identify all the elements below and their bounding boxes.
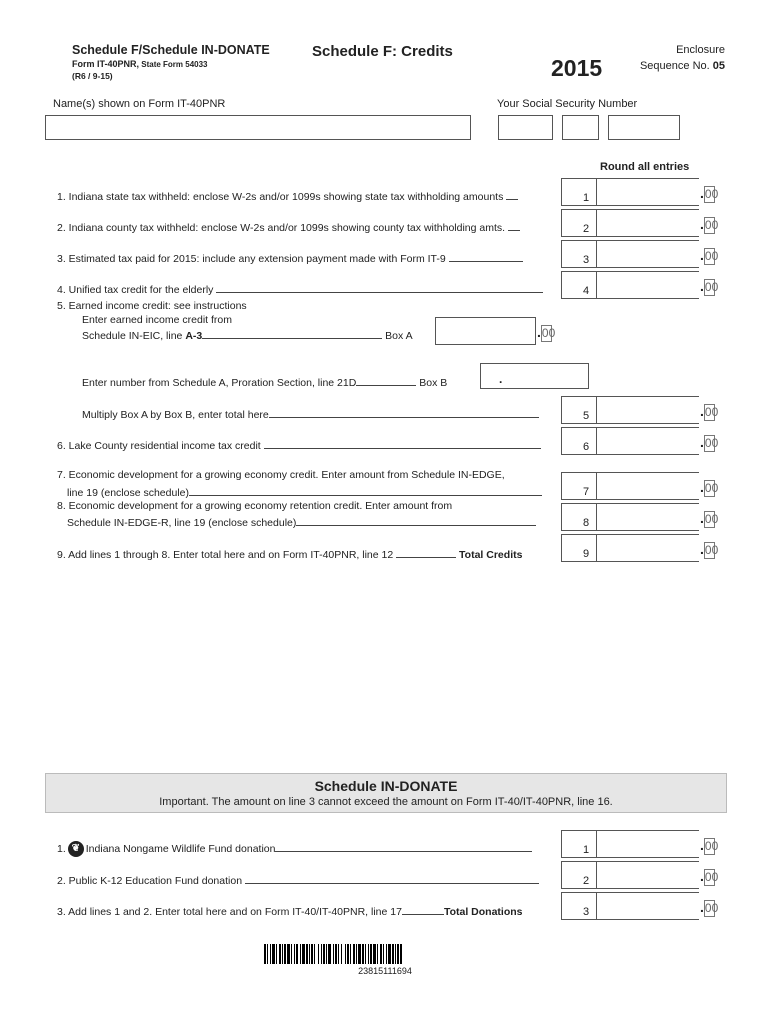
- line-9-number: 9: [583, 548, 590, 560]
- line-2-amount[interactable]: [561, 209, 699, 237]
- line-1-text: 1. Indiana state tax withheld: enclose W-2s and/or 1099s showing state tax withholding amounts: [57, 191, 504, 203]
- line-9-label: 9. Add lines 1 through 8. Enter total here and on Form IT-40PNR, line 12 Total Credits: [57, 549, 523, 561]
- donate-line-1-number: 1: [583, 844, 590, 856]
- line-1-cents: .00: [700, 185, 719, 201]
- donate-line-1-label: 1. ❦ Indiana Nongame Wildlife Fund donation: [57, 841, 532, 857]
- line-9-amount[interactable]: [561, 534, 699, 562]
- line-7-text2: line 19 (enclose schedule): [67, 485, 542, 499]
- line-3-cents: .00: [700, 247, 719, 263]
- line-1-label: [57, 189, 518, 203]
- box-b-label: Box B: [419, 377, 448, 389]
- box-a-input[interactable]: [435, 317, 536, 345]
- donate-line-1-cents: .00: [700, 837, 719, 853]
- donate-important: Important. The amount on line 3 cannot exceed the amount on Form IT-40/IT-40PNR, line 16.: [159, 796, 613, 808]
- line-2-text: 2. Indiana county tax withheld: enclose W-2s and/or 1099s showing county tax withholding amts.: [57, 222, 506, 234]
- donate-line-3-number: 3: [583, 906, 590, 918]
- line-6-number: 6: [583, 441, 590, 453]
- box-b-dot: .: [499, 372, 503, 386]
- line-5-enter1: Enter earned income credit from: [82, 314, 232, 326]
- line-8-number: 8: [583, 517, 590, 529]
- line-6-cents: .00: [700, 434, 719, 450]
- line-4-number: 4: [583, 285, 590, 297]
- names-label: Name(s) shown on Form IT-40PNR: [53, 98, 226, 110]
- donate-line-3-cents: .00: [700, 899, 719, 915]
- line-8-text1: 8. Economic development for a growing economy retention credit. Enter amount from: [57, 500, 453, 512]
- donate-line-3-amount[interactable]: [561, 892, 699, 920]
- donate-line-2-cents: .00: [700, 868, 719, 884]
- ssn-part2-input[interactable]: [562, 115, 599, 140]
- line-8-amount[interactable]: [561, 503, 699, 531]
- ssn-label: Your Social Security Number: [497, 98, 638, 110]
- schedule-title: Schedule F/Schedule IN-DONATE: [72, 43, 270, 57]
- page-title: Schedule F: Credits: [312, 43, 453, 60]
- enclosure-label: Enclosure: [676, 44, 725, 56]
- line-3-text: 3. Estimated tax paid for 2015: include any extension payment made with Form IT-9: [57, 253, 446, 265]
- line-5-number: 5: [583, 410, 590, 422]
- barcode: [264, 944, 506, 964]
- donate-section-header: [45, 773, 727, 813]
- line-8-cents: .00: [700, 510, 719, 526]
- line-3-label: [57, 251, 523, 265]
- line-5-enter2: Schedule IN-EIC, line A-3 Box A: [82, 330, 413, 342]
- line-7-cents: .00: [700, 479, 719, 495]
- line-8-text2: Schedule IN-EDGE-R, line 19 (enclose schedule): [67, 515, 536, 529]
- form-line-bold: Form IT-40PNR,: [72, 59, 140, 69]
- line-3-amount[interactable]: [561, 240, 699, 268]
- sequence-value: 05: [712, 60, 725, 72]
- form-line-rest: State Form 54033: [139, 60, 208, 69]
- line-4-amount[interactable]: [561, 271, 699, 299]
- line-5-boxb-label: Enter number from Schedule A, Proration Section, line 21D Box B: [82, 377, 448, 389]
- line-2-label: [57, 220, 520, 234]
- line-4-text: 4. Unified tax credit for the elderly: [57, 284, 214, 296]
- donate-line-2-amount[interactable]: [561, 861, 699, 889]
- tax-year: 2015: [551, 55, 603, 81]
- ssn-part1-input[interactable]: [498, 115, 553, 140]
- box-a-cents: .00: [537, 324, 556, 340]
- line-7-amount[interactable]: [561, 472, 699, 500]
- donate-line-2-number: 2: [583, 875, 590, 887]
- line-7-number: 7: [583, 486, 590, 498]
- sequence-label: Sequence No.: [639, 60, 710, 72]
- line-4-cents: .00: [700, 278, 719, 294]
- line-9-cents: .00: [700, 541, 719, 557]
- line-5-amount[interactable]: [561, 396, 699, 424]
- form-line: [72, 59, 208, 69]
- box-b-input[interactable]: [480, 363, 589, 389]
- sequence-number: [640, 60, 725, 72]
- line-6-label: 6. Lake County residential income tax credit: [57, 438, 541, 452]
- line-7-text1: 7. Economic development for a growing economy credit. Enter amount from Schedule IN-EDGE,: [57, 469, 505, 481]
- names-input[interactable]: [45, 115, 471, 140]
- ssn-part3-input[interactable]: [608, 115, 680, 140]
- wildlife-fund-icon: ❦: [68, 841, 84, 857]
- line-2-number: 2: [583, 223, 590, 235]
- line-5-title: 5. Earned income credit: see instructions: [57, 300, 247, 312]
- line-1-amount[interactable]: [561, 178, 699, 206]
- revision: (R6 / 9-15): [72, 71, 113, 81]
- donate-line-2-label: 2. Public K-12 Education Fund donation: [57, 873, 539, 887]
- total-credits-label: Total Credits: [459, 549, 523, 561]
- round-entries-label: Round all entries: [600, 161, 690, 173]
- donate-line-3-label: 3. Add lines 1 and 2. Enter total here and on Form IT-40/IT-40PNR, line 17 Total Donations: [57, 906, 523, 918]
- barcode-number: 23815111694: [358, 966, 412, 976]
- box-a-label: Box A: [385, 330, 413, 342]
- line-6-amount[interactable]: [561, 427, 699, 455]
- donate-line-1-amount[interactable]: [561, 830, 699, 858]
- line-1-number: 1: [583, 192, 590, 204]
- line-5-multiply-label: Multiply Box A by Box B, enter total here: [82, 407, 539, 421]
- line-5-cents: .00: [700, 403, 719, 419]
- total-donations-label: Total Donations: [443, 906, 523, 918]
- donate-title: Schedule IN-DONATE: [314, 778, 458, 794]
- line-2-cents: .00: [700, 216, 719, 232]
- line-4-label: [57, 282, 543, 296]
- line-3-number: 3: [583, 254, 590, 266]
